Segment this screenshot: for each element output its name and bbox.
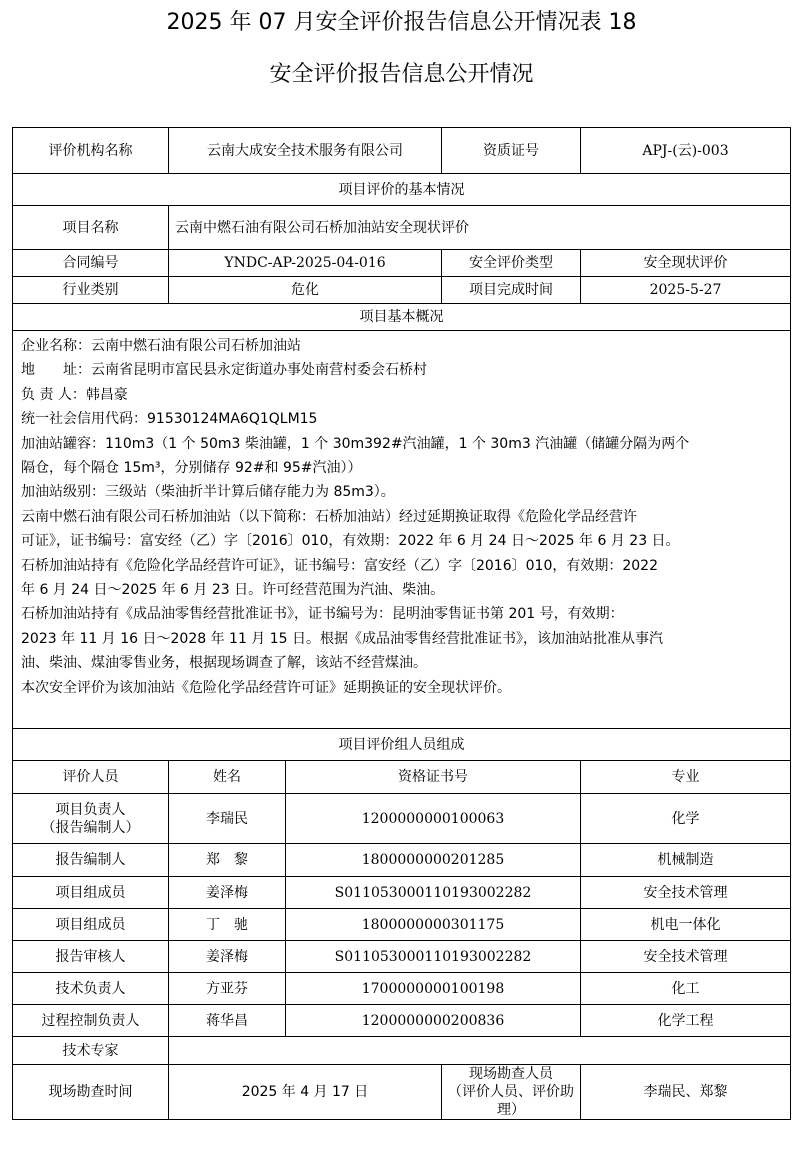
team-cert: S011053000110193002282 [286, 941, 581, 973]
survey-people-label-note: （评价人员、评价助理） [448, 1084, 574, 1118]
team-major: 机电一体化 [581, 909, 791, 941]
team-role-note: （报告编制人） [41, 819, 140, 836]
cert-value: APJ-(云)-003 [581, 128, 791, 174]
overview-line: 石桥加油站持有《成品油零售经营批准证书》，证书编号为：昆明油零售证书第 201 号，有效期： [21, 606, 624, 623]
team-cert: 1200000000200836 [286, 1005, 581, 1037]
team-header-cert: 资格证书号 [286, 761, 581, 794]
team-major: 机械制造 [581, 844, 791, 877]
team-header-name: 姓名 [169, 761, 286, 794]
team-header-role: 评价人员 [13, 761, 169, 794]
completion-label: 项目完成时间 [442, 277, 581, 304]
contract-row [13, 250, 791, 277]
overview-row [13, 331, 791, 729]
overview-line: 加油站罐容：110m3（1 个 50m3 柴油罐，1 个 30m392#汽油罐，1 个 30m3 汽油罐（储罐分隔为两个 [21, 435, 690, 452]
team-name: 方亚芬 [169, 973, 286, 1005]
basic-section-header: 项目评价的基本情况 [13, 174, 791, 206]
team-name: 李瑞民 [169, 794, 286, 844]
expert-row [13, 1037, 791, 1065]
overview-line: 统一社会信用代码：91530124MA6Q1QLM15 [21, 411, 318, 428]
team-cert: 1800000000301175 [286, 909, 581, 941]
basic-section-row [13, 174, 791, 206]
overview-section-row [13, 304, 791, 331]
industry-label: 行业类别 [13, 277, 169, 304]
org-value: 云南大成安全技术服务有限公司 [169, 128, 442, 174]
survey-row [13, 1065, 791, 1120]
team-header-row [13, 761, 791, 794]
overview-line: 2023 年 11 月 16 日～2028 年 11 月 15 日。根据《成品油零售经营批准证书》，该加油站批准从事汽 [21, 630, 664, 647]
team-major: 安全技术管理 [581, 941, 791, 973]
project-name-label: 项目名称 [13, 206, 169, 250]
team-cert: 1800000000201285 [286, 844, 581, 877]
team-row [13, 794, 791, 844]
team-row [13, 973, 791, 1005]
overview-line: 石桥加油站持有《危险化学品经营许可证》，证书编号：富安经（乙）字〔2016〕010，有效期：2022 [21, 557, 658, 574]
team-role: 报告编制人 [13, 844, 169, 877]
type-label: 安全评价类型 [442, 250, 581, 277]
team-section-header: 项目评价组人员组成 [13, 729, 791, 761]
overview-line: 油、柴油、煤油零售业务，根据现场调查了解，该站不经营煤油。 [21, 655, 427, 672]
org-row [13, 128, 791, 174]
team-major: 化学 [581, 794, 791, 844]
contract-value: YNDC-AP-2025-04-016 [169, 250, 442, 277]
overview-section-header: 项目基本概况 [13, 304, 791, 331]
team-role: 项目组成员 [13, 909, 169, 941]
expert-label: 技术专家 [13, 1037, 169, 1065]
project-name-row [13, 206, 791, 250]
expert-value [169, 1037, 791, 1065]
contract-label: 合同编号 [13, 250, 169, 277]
survey-time-value: 2025 年 4 月 17 日 [169, 1065, 442, 1120]
survey-people-value: 李瑞民、郑黎 [581, 1065, 791, 1120]
overview-line: 企业名称：云南中燃石油有限公司石桥加油站 [21, 338, 301, 354]
team-row [13, 877, 791, 909]
team-row [13, 1005, 791, 1037]
team-role-text: 项目负责人 [55, 801, 126, 818]
overview-text [13, 331, 791, 729]
team-row [13, 909, 791, 941]
overview-line: 年 6 月 24 日～2025 年 6 月 23 日。许可经营范围为汽油、柴油。 [21, 582, 445, 599]
disclosure-table [12, 127, 791, 1120]
team-name: 姜泽梅 [169, 941, 286, 973]
survey-people-label-text: 现场勘查人员 [469, 1066, 553, 1082]
team-role: 技术负责人 [13, 973, 169, 1005]
team-name: 蒋华昌 [169, 1005, 286, 1037]
team-major: 安全技术管理 [581, 877, 791, 909]
team-header-major: 专业 [581, 761, 791, 794]
team-role [13, 794, 169, 844]
overview-line: 地 址：云南省昆明市富民县永定街道办事处南营村委会石桥村 [21, 362, 427, 379]
document-subtitle: 安全评价报告信息公开情况 [269, 62, 534, 87]
team-row [13, 844, 791, 877]
overview-line: 负 责 人：韩昌豪 [21, 386, 128, 403]
team-cert: S011053000110193002282 [286, 877, 581, 909]
industry-value: 危化 [169, 277, 442, 304]
overview-line: 可证》，证书编号：富安经（乙）字〔2016〕010，有效期：2022 年 6 月 24 日～2025 年 6 月 23 日。 [21, 533, 680, 550]
survey-time-label: 现场勘查时间 [13, 1065, 169, 1120]
team-role: 项目组成员 [13, 877, 169, 909]
team-section-row [13, 729, 791, 761]
overview-line: 本次安全评价为该加油站《危险化学品经营许可证》延期换证的安全现状评价。 [21, 679, 511, 696]
overview-line: 加油站级别：三级站（柴油折半计算后储存能力为 85m3）。 [21, 484, 395, 501]
team-major: 化学工程 [581, 1005, 791, 1037]
overview-line: 云南中燃石油有限公司石桥加油站（以下简称：石桥加油站）经过延期换证取得《危险化学品经营许 [21, 508, 637, 525]
org-label: 评价机构名称 [13, 128, 169, 174]
team-role: 过程控制负责人 [13, 1005, 169, 1037]
completion-value: 2025-5-27 [581, 277, 791, 304]
type-value: 安全现状评价 [581, 250, 791, 277]
team-cert: 1200000000100063 [286, 794, 581, 844]
team-cert: 1700000000100198 [286, 973, 581, 1005]
team-role: 报告审核人 [13, 941, 169, 973]
team-name: 郑 黎 [169, 844, 286, 877]
industry-row [13, 277, 791, 304]
team-major: 化工 [581, 973, 791, 1005]
overview-line: 隔仓，每个隔仓 15m³，分别储存 92#和 95#汽油）） [21, 460, 362, 477]
team-name: 丁 驰 [169, 909, 286, 941]
document-title: 2025 年 07 月安全评价报告信息公开情况表 18 [166, 10, 637, 35]
survey-people-label [442, 1065, 581, 1120]
team-name: 姜泽梅 [169, 877, 286, 909]
team-row [13, 941, 791, 973]
project-name-value: 云南中燃石油有限公司石桥加油站安全现状评价 [169, 206, 791, 250]
cert-label: 资质证号 [442, 128, 581, 174]
